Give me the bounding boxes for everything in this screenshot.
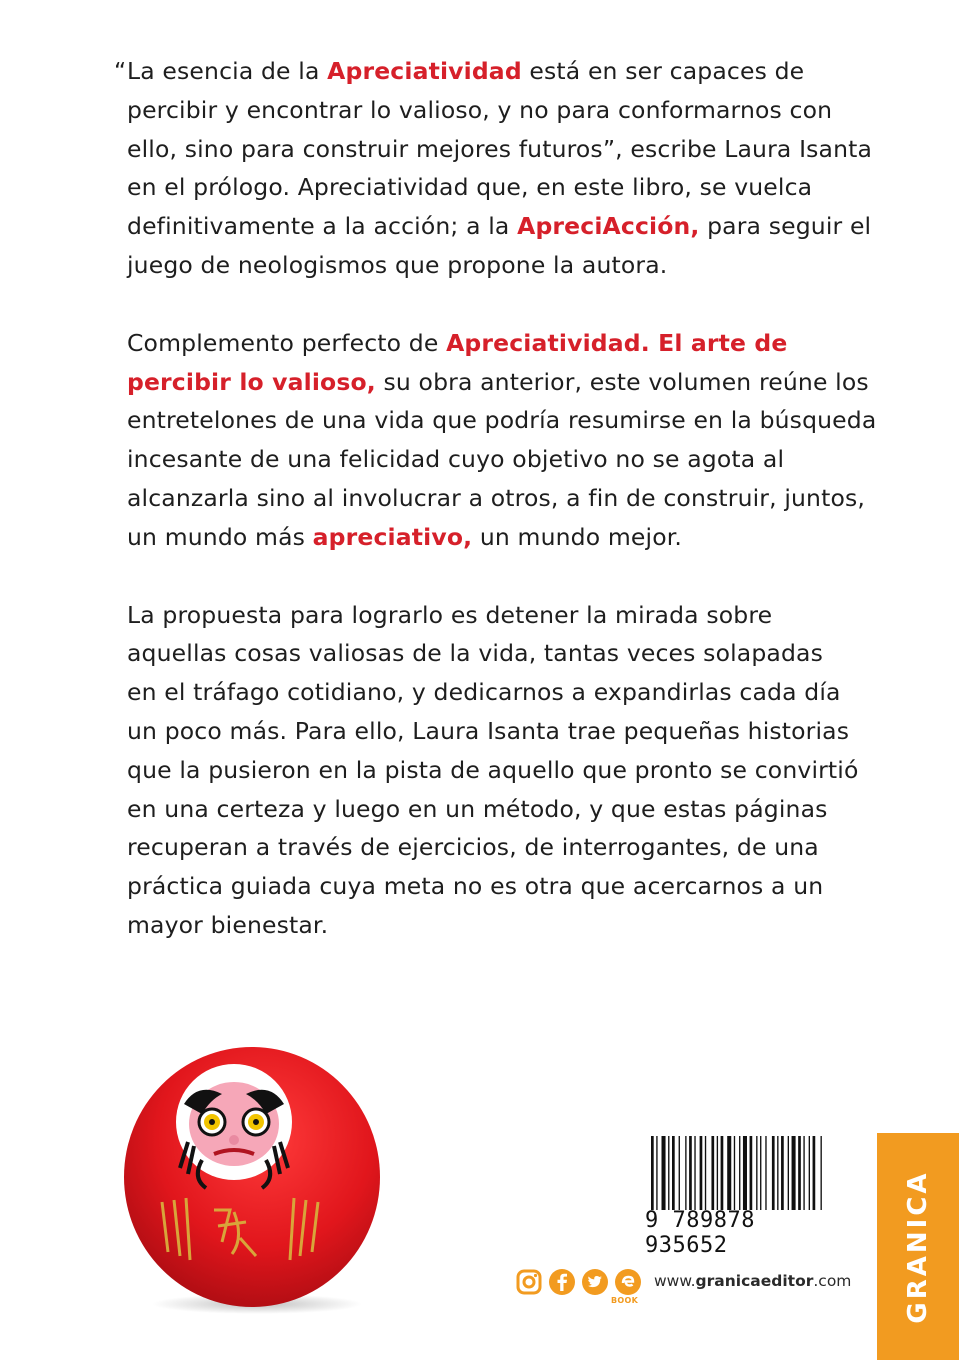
highlight-apreciaccion: ApreciAcción, bbox=[517, 212, 700, 241]
text-line: mayor bienestar. bbox=[127, 910, 329, 939]
twitter-icon[interactable] bbox=[581, 1268, 609, 1296]
ebook-label: BOOK bbox=[611, 1296, 639, 1305]
paragraph-1 bbox=[114, 52, 873, 285]
text-line: recuperan a través de ejercicios, de interrogantes, de una bbox=[127, 833, 819, 862]
text-line: definitivamente a la acción; a la ApreciAcción, para seguir el bbox=[127, 212, 872, 241]
text-line: La propuesta para lograrlo es detener la mirada sobre bbox=[127, 600, 773, 629]
text-line: ello, sino para construir mejores futuros”, escribe Laura Isanta bbox=[127, 134, 873, 163]
text-line: en el tráfago cotidiano, y dedicarnos a expandirlas cada día bbox=[127, 678, 841, 707]
publisher-website[interactable]: www.granicaeditor.com bbox=[654, 1272, 852, 1290]
text-line: un mundo más apreciativo, un mundo mejor. bbox=[127, 522, 683, 551]
facebook-icon[interactable] bbox=[548, 1268, 576, 1296]
instagram-icon[interactable] bbox=[515, 1268, 543, 1296]
text-line: práctica guiada cuya meta no es otra que acercarnos a un bbox=[127, 872, 824, 901]
text-line: incesante de una felicidad cuyo objetivo no se agota al bbox=[127, 445, 785, 474]
text-line: percibir y encontrar lo valioso, y no para conformarnos con bbox=[127, 95, 833, 124]
publisher-logo: GRANICA bbox=[903, 1169, 933, 1324]
ebook-icon[interactable] bbox=[614, 1268, 642, 1296]
text-line: Complemento perfecto de Apreciatividad. El arte de bbox=[127, 328, 788, 357]
paragraph-2 bbox=[127, 324, 877, 557]
isbn-number: 9 789878 935652 bbox=[645, 1208, 755, 1258]
highlight-book-title-cont: percibir lo valioso, bbox=[127, 367, 376, 396]
text-line: en una certeza y luego en un método, y que estas páginas bbox=[127, 794, 828, 823]
text-line: en el prólogo. Apreciatividad que, en este libro, se vuelca bbox=[127, 173, 813, 202]
highlight-apreciativo: apreciativo, bbox=[312, 522, 473, 551]
text-line: entretelones de una vida que podría resumirse en la búsqueda bbox=[127, 406, 877, 435]
isbn-barcode bbox=[645, 1130, 841, 1258]
text-line: que la pusieron en la pista de aquello que pronto se convirtió bbox=[127, 755, 859, 784]
highlight-book-title: Apreciatividad. El arte de bbox=[446, 328, 788, 357]
text-line: La esencia de la Apreciatividad está en ser capaces de bbox=[127, 57, 805, 85]
text-line: percibir lo valioso, su obra anterior, este volumen reúne los bbox=[127, 367, 869, 396]
text-line: alcanzarla sino al involucrar a otros, a fin de construir, juntos, bbox=[127, 483, 866, 512]
text-line: juego de neologismos que propone la autora. bbox=[127, 250, 668, 279]
text-line: un poco más. Para ello, Laura Isanta trae pequeñas historias bbox=[127, 716, 850, 745]
highlight-apreciatividad: Apreciatividad bbox=[327, 57, 522, 85]
open-quote: “ bbox=[114, 57, 127, 85]
barcode-bars bbox=[651, 1136, 835, 1210]
text-line: aquellas cosas valiosas de la vida, tantas veces solapadas bbox=[127, 639, 823, 668]
publisher-band bbox=[877, 1133, 959, 1360]
paragraph-3 bbox=[127, 596, 867, 945]
daruma-doll-illustration bbox=[122, 1042, 382, 1317]
back-cover-text bbox=[114, 52, 877, 984]
